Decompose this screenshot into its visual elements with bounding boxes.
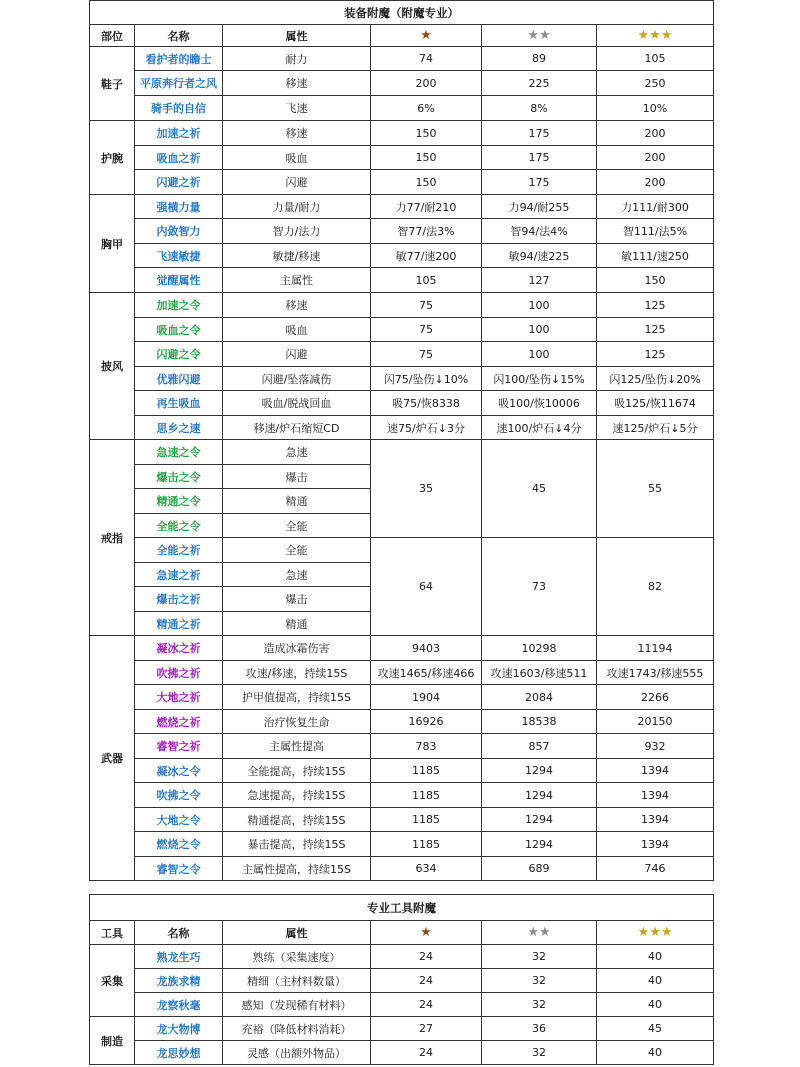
enchant-attr: 护甲值提高，持续15S [223,685,371,710]
header-rank-2 [482,25,597,47]
enchant-attr: 移速/炉石缩短CD [223,416,371,440]
enchant-attr: 主属性提高 [223,734,371,759]
value-rank-1: 150 [371,121,482,146]
enchant-attr: 爆击 [223,465,371,489]
enchant-name: 吸血之令 [135,318,223,342]
value-rank-2: 36 [482,1017,597,1041]
slot-cell: 武器 [90,636,135,881]
table-row [90,969,714,993]
enchant-attr: 灵感（出额外物品） [223,1041,371,1065]
table-row [90,759,714,783]
value-rank-1: 64 [371,538,482,636]
table-row [90,342,714,367]
value-rank-2: 175 [482,146,597,170]
enchant-name: 爆击之祈 [135,587,223,612]
value-rank-3: 250 [597,71,714,96]
value-rank-3: 125 [597,318,714,342]
table-row [90,96,714,121]
value-rank-2: 689 [482,857,597,881]
table-row [90,538,714,563]
value-rank-1: 敏77/速200 [371,244,482,268]
table-row [90,808,714,832]
value-rank-3: 40 [597,993,714,1017]
value-rank-3: 55 [597,440,714,538]
table-row [90,440,714,465]
value-rank-2: 1294 [482,808,597,832]
enchant-attr: 攻速/移速，持续15S [223,661,371,685]
enchant-attr: 爆击 [223,587,371,612]
enchant-attr: 飞速 [223,96,371,121]
enchant-attr: 暴击提高，持续15S [223,832,371,857]
value-rank-2: 89 [482,47,597,71]
enchant-name: 强横力量 [135,195,223,219]
value-rank-1: 1185 [371,832,482,857]
value-rank-1: 1185 [371,808,482,832]
table-row [90,1041,714,1065]
table-row [90,734,714,759]
value-rank-3: 闪125/坠伤↓20% [597,367,714,391]
value-rank-1: 吸75/恢8338 [371,391,482,416]
enchant-attr: 移速 [223,121,371,146]
value-rank-1: 150 [371,146,482,170]
slot-cell: 胸甲 [90,195,135,293]
enchant-attr: 移速 [223,293,371,318]
value-rank-2: 2084 [482,685,597,710]
value-rank-3: 200 [597,146,714,170]
enchant-attr: 精通提高，持续15S [223,808,371,832]
enchant-name: 睿智之祈 [135,734,223,759]
value-rank-1: 9403 [371,636,482,661]
value-rank-2: 速100/炉石↓4分 [482,416,597,440]
value-rank-2: 力94/耐255 [482,195,597,219]
value-rank-3: 125 [597,342,714,367]
value-rank-3: 1394 [597,808,714,832]
slot-cell: 护腕 [90,121,135,195]
enchant-attr: 急速 [223,563,371,587]
table-row [90,318,714,342]
enchant-name: 飞速敏捷 [135,244,223,268]
value-rank-2: 32 [482,969,597,993]
value-rank-2: 闪100/坠伤↓15% [482,367,597,391]
value-rank-3: 40 [597,969,714,993]
table-row [90,685,714,710]
header-rank-1 [371,921,482,945]
table-row [90,47,714,71]
value-rank-2: 175 [482,170,597,195]
value-rank-3: 200 [597,121,714,146]
value-rank-1: 6% [371,96,482,121]
enchant-attr: 治疗恢复生命 [223,710,371,734]
value-rank-2: 8% [482,96,597,121]
header-rank-3 [597,921,714,945]
value-rank-1: 200 [371,71,482,96]
enchant-name: 精通之祈 [135,612,223,636]
enchant-name: 大地之祈 [135,685,223,710]
value-rank-2: 攻速1603/移速511 [482,661,597,685]
silver-stars-icon: ★★ [527,925,551,940]
value-rank-1: 75 [371,293,482,318]
header-name: 名称 [135,25,223,47]
value-rank-3: 20150 [597,710,714,734]
enchant-name: 凝冰之祈 [135,636,223,661]
enchant-name: 燃烧之令 [135,832,223,857]
table-row [90,661,714,685]
value-rank-3: 45 [597,1017,714,1041]
table-row [90,416,714,440]
table-row [90,993,714,1017]
enchant-attr: 耐力 [223,47,371,71]
value-rank-2: 100 [482,342,597,367]
enchant-attr: 智力/法力 [223,219,371,244]
table-row [90,71,714,96]
value-rank-1: 智77/法3% [371,219,482,244]
enchant-name: 闪避之令 [135,342,223,367]
enchant-name: 优雅闪避 [135,367,223,391]
value-rank-1: 速75/炉石↓3分 [371,416,482,440]
silver-stars-icon: ★★ [527,28,551,43]
enchant-attr: 吸血/脱战回血 [223,391,371,416]
value-rank-1: 634 [371,857,482,881]
table-row [90,146,714,170]
table-row [90,783,714,808]
enchant-name: 吹拂之祈 [135,661,223,685]
value-rank-2: 吸100/恢10006 [482,391,597,416]
value-rank-2: 857 [482,734,597,759]
value-rank-3: 智111/法5% [597,219,714,244]
enchant-name: 思乡之速 [135,416,223,440]
enchant-name: 龙思妙想 [135,1041,223,1065]
value-rank-3: 82 [597,538,714,636]
value-rank-3: 200 [597,170,714,195]
value-rank-3: 攻速1743/移速555 [597,661,714,685]
value-rank-1: 150 [371,170,482,195]
enchant-attr: 全能提高，持续15S [223,759,371,783]
value-rank-1: 27 [371,1017,482,1041]
header-name: 名称 [135,921,223,945]
value-rank-3: 150 [597,268,714,293]
enchant-name: 大地之令 [135,808,223,832]
table-row [90,367,714,391]
value-rank-2: 10298 [482,636,597,661]
value-rank-2: 18538 [482,710,597,734]
value-rank-2: 175 [482,121,597,146]
value-rank-2: 1294 [482,783,597,808]
table-row [90,293,714,318]
table-title: 专业工具附魔 [90,895,714,921]
value-rank-1: 75 [371,342,482,367]
enchant-name: 平原奔行者之风 [135,71,223,96]
value-rank-1: 1904 [371,685,482,710]
value-rank-2: 1294 [482,759,597,783]
value-rank-3: 1394 [597,832,714,857]
value-rank-1: 24 [371,1041,482,1065]
enchant-attr: 精细（主材料数量） [223,969,371,993]
enchant-name: 急速之祈 [135,563,223,587]
value-rank-1: 105 [371,268,482,293]
slot-cell: 戒指 [90,440,135,636]
value-rank-2: 45 [482,440,597,538]
table-row [90,1017,714,1041]
bronze-star-icon: ★ [420,925,432,940]
header-rank-1 [371,25,482,47]
value-rank-3: 746 [597,857,714,881]
value-rank-3: 10% [597,96,714,121]
value-rank-1: 1185 [371,783,482,808]
value-rank-1: 24 [371,969,482,993]
enchant-name: 熟龙生巧 [135,945,223,969]
value-rank-3: 力111/耐300 [597,195,714,219]
enchant-name: 加速之祈 [135,121,223,146]
table-row [90,195,714,219]
value-rank-3: 1394 [597,759,714,783]
table-row [90,832,714,857]
gold-stars-icon: ★★★ [637,925,673,940]
value-rank-2: 敏94/速225 [482,244,597,268]
value-rank-2: 100 [482,318,597,342]
enchant-attr: 熟练（采集速度） [223,945,371,969]
enchant-attr: 精通 [223,489,371,514]
enchant-name: 凝冰之令 [135,759,223,783]
enchant-name: 睿智之令 [135,857,223,881]
table-row [90,219,714,244]
value-rank-1: 16926 [371,710,482,734]
value-rank-1: 1185 [371,759,482,783]
enchant-attr: 急速 [223,440,371,465]
value-rank-1: 闪75/坠伤↓10% [371,367,482,391]
table-row [90,710,714,734]
enchant-name: 吹拂之令 [135,783,223,808]
table-title: 装备附魔（附魔专业） [90,1,714,25]
enchant-attr: 感知（发现稀有材料） [223,993,371,1017]
enchant-attr: 急速提高，持续15S [223,783,371,808]
value-rank-1: 75 [371,318,482,342]
enchant-name: 再生吸血 [135,391,223,416]
enchant-attr: 精通 [223,612,371,636]
enchant-name: 龙察秋毫 [135,993,223,1017]
value-rank-2: 73 [482,538,597,636]
table-row [90,121,714,146]
enchant-attr: 主属性 [223,268,371,293]
enchant-name: 全能之令 [135,514,223,538]
value-rank-1: 24 [371,993,482,1017]
enchant-name: 龙族求精 [135,969,223,993]
enchant-name: 内敛智力 [135,219,223,244]
value-rank-3: 932 [597,734,714,759]
enchant-name: 加速之令 [135,293,223,318]
value-rank-3: 40 [597,945,714,969]
value-rank-2: 100 [482,293,597,318]
enchant-attr: 闪避 [223,342,371,367]
value-rank-3: 1394 [597,783,714,808]
value-rank-3: 40 [597,1041,714,1065]
enchant-attr: 吸血 [223,318,371,342]
enchant-name: 全能之祈 [135,538,223,563]
table-row [90,857,714,881]
header-rank-3 [597,25,714,47]
value-rank-3: 速125/炉石↓5分 [597,416,714,440]
enchant-attr: 闪避/坠落减伤 [223,367,371,391]
tool-cell: 采集 [90,945,135,1017]
value-rank-1: 力77/耐210 [371,195,482,219]
value-rank-1: 24 [371,945,482,969]
value-rank-2: 智94/法4% [482,219,597,244]
gold-stars-icon: ★★★ [637,28,673,43]
enchant-attr: 造成冰霜伤害 [223,636,371,661]
enchant-name: 骑手的自信 [135,96,223,121]
enchant-name: 闪避之祈 [135,170,223,195]
value-rank-2: 225 [482,71,597,96]
enchant-attr: 移速 [223,71,371,96]
bronze-star-icon: ★ [420,28,432,43]
enchant-attr: 主属性提高，持续15S [223,857,371,881]
header-attr: 属性 [223,921,371,945]
enchant-attr: 力量/耐力 [223,195,371,219]
value-rank-2: 32 [482,1041,597,1065]
table-row [90,945,714,969]
header-rank-2 [482,921,597,945]
equipment-enchant-table [89,0,714,881]
value-rank-3: 11194 [597,636,714,661]
enchant-name: 精通之令 [135,489,223,514]
enchant-attr: 闪避 [223,170,371,195]
header-tool: 工具 [90,921,135,945]
value-rank-2: 32 [482,993,597,1017]
header-attr: 属性 [223,25,371,47]
enchant-name: 觉醒属性 [135,268,223,293]
header-slot: 部位 [90,25,135,47]
enchant-name: 龙大物博 [135,1017,223,1041]
value-rank-3: 敏111/速250 [597,244,714,268]
slot-cell: 披风 [90,293,135,440]
table-row [90,244,714,268]
enchant-name: 爆击之令 [135,465,223,489]
table-row [90,268,714,293]
enchant-name: 看护者的瞻士 [135,47,223,71]
enchant-name: 燃烧之祈 [135,710,223,734]
table-row [90,636,714,661]
table-row [90,170,714,195]
enchant-name: 急速之令 [135,440,223,465]
value-rank-1: 783 [371,734,482,759]
enchant-attr: 全能 [223,514,371,538]
tool-cell: 制造 [90,1017,135,1065]
tool-enchant-table [89,894,714,1065]
value-rank-2: 32 [482,945,597,969]
value-rank-1: 攻速1465/移速466 [371,661,482,685]
value-rank-2: 1294 [482,832,597,857]
value-rank-2: 127 [482,268,597,293]
value-rank-3: 吸125/恢11674 [597,391,714,416]
value-rank-1: 35 [371,440,482,538]
value-rank-3: 2266 [597,685,714,710]
value-rank-3: 125 [597,293,714,318]
enchant-attr: 吸血 [223,146,371,170]
enchant-attr: 充裕（降低材料消耗） [223,1017,371,1041]
enchant-attr: 全能 [223,538,371,563]
table-row [90,391,714,416]
enchant-name: 吸血之祈 [135,146,223,170]
value-rank-1: 74 [371,47,482,71]
enchant-attr: 敏捷/移速 [223,244,371,268]
value-rank-3: 105 [597,47,714,71]
slot-cell: 鞋子 [90,47,135,121]
